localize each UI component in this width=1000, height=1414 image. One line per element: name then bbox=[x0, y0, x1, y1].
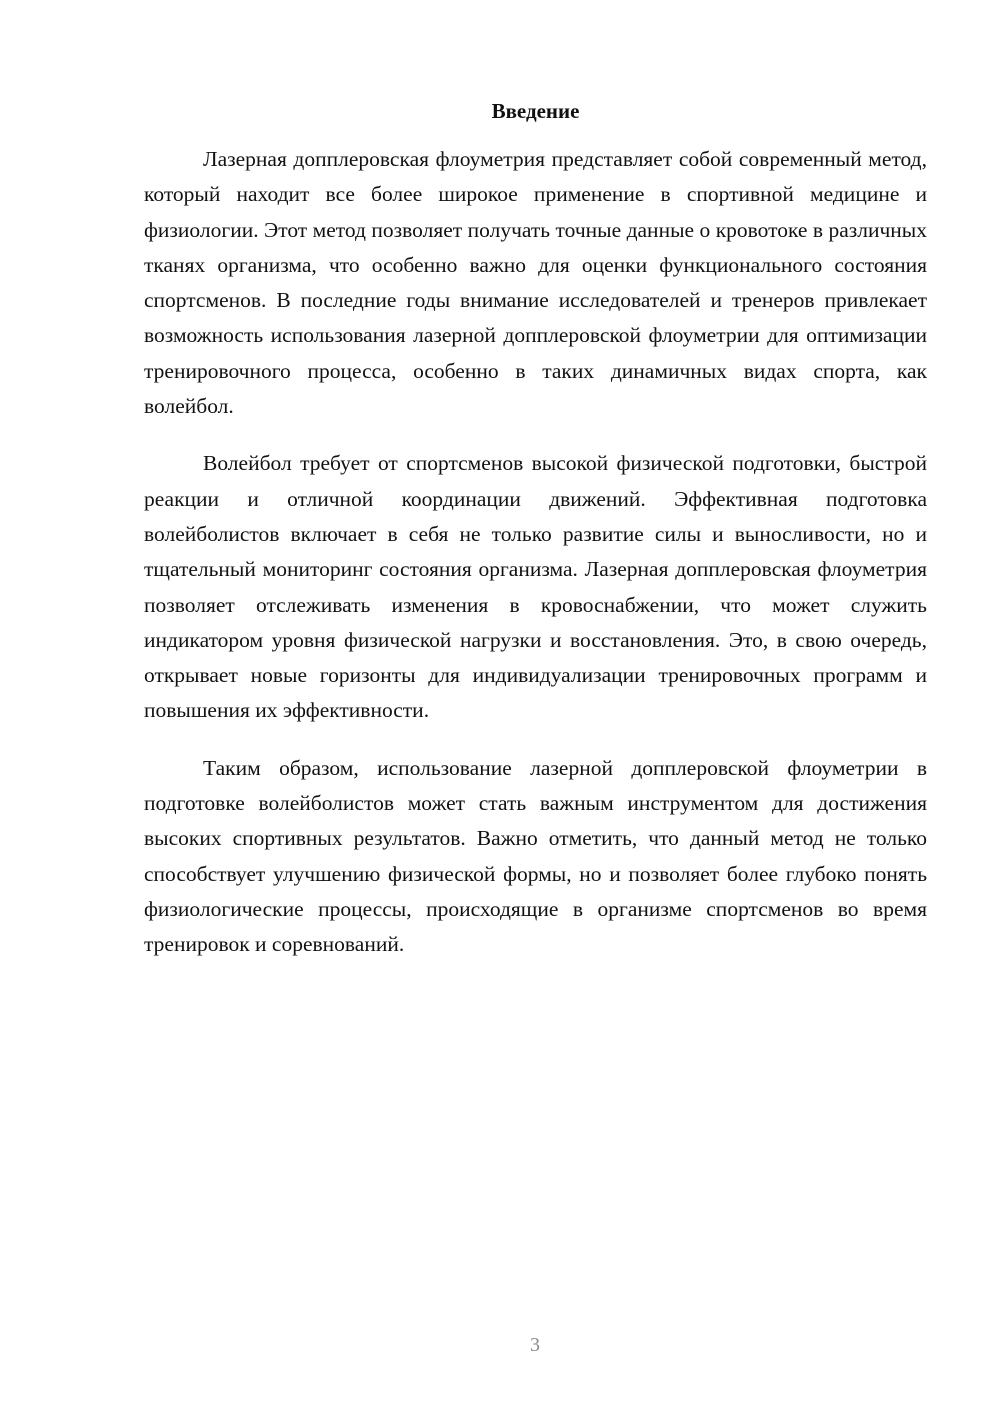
page-content bbox=[144, 96, 927, 985]
page-number: 3 bbox=[530, 1334, 540, 1356]
section-heading: Введение bbox=[491, 99, 580, 123]
paragraph-2: Волейбол требует от спортсменов высокой физической подготовки, быстрой реакции и отличной координации движений. Эффективная подготовка волейболистов включает в себя не только развитие силы и выносливости, но и тщательный мониторинг состояния организма. Лазерная допплеровская флоуметрия позволяет отслеживать изменения в кровоснабжении, что может служить индикатором уровня физической нагрузки и восстановления. Это, в свою очередь, открывает новые горизонты для индивидуализации тренировочных программ и повышения их эффективности. bbox=[144, 451, 927, 723]
paragraph-1: Лазерная допплеровская флоуметрия представляет собой современный метод, который находит все более широкое применение в спортивной медицине и физиологии. Этот метод позволяет получать точные данные о кровотоке в различных тканях организма, что особенно важно для оценки функционального состояния спортсменов. В последние годы внимание исследователей и тренеров привлекает возможность использования лазерной допплеровской флоуметрии для оптимизации тренировочного процесса, особенно в таких динамичных видах спорта, как волейбол. bbox=[144, 147, 927, 419]
paragraph-3: Таким образом, использование лазерной допплеровской флоуметрии в подготовке волейболистов может стать важным инструментом для достижения высоких спортивных результатов. Важно отметить, что данный метод не только способствует улучшению физической формы, но и позволяет более глубоко понять физиологические процессы, происходящие в организме спортсменов во время тренировок и соревнований. bbox=[144, 755, 927, 957]
